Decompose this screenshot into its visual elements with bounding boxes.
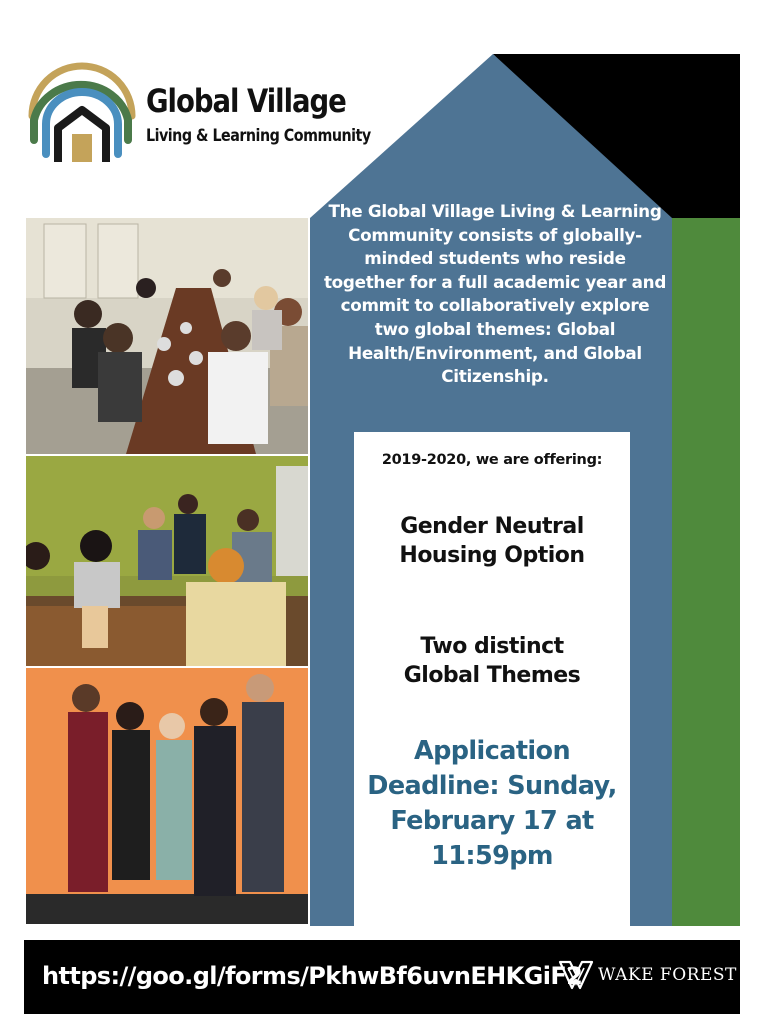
logo-subtitle: Living & Learning Community [146, 126, 371, 146]
wall-green [672, 218, 740, 926]
wake-forest-wordmark: WAKE FOREST [598, 965, 737, 985]
application-form-link[interactable]: https://goo.gl/forms/PkhwBf6uvnEHKGiF2 [42, 962, 583, 990]
offering-heading: 2019-2020, we are offering: [381, 452, 603, 468]
offering-item-housing: Gender Neutral Housing Option [399, 514, 585, 568]
photo-lounge-gathering [26, 456, 308, 666]
logo-title: Global Village [146, 82, 346, 120]
global-village-logo [28, 58, 378, 168]
photo-group-portrait [26, 668, 308, 924]
intro-paragraph: The Global Village Living & Learning Community consists of globally-minded students who reside together for a full academic year and commit to collaboratively explore two global themes: Global Health/Environment, and Global Citizenship. [323, 201, 667, 387]
application-deadline: Application Deadline: Sunday, February 17 at 11:59pm [367, 736, 617, 871]
footer-bar [24, 940, 740, 1014]
wake-forest-shield-icon [558, 958, 594, 992]
offering-panel [354, 432, 630, 926]
photo-dinner-table [26, 218, 308, 454]
village-arches-icon [28, 58, 138, 168]
offering-item-themes: Two distinct Global Themes [403, 634, 581, 688]
